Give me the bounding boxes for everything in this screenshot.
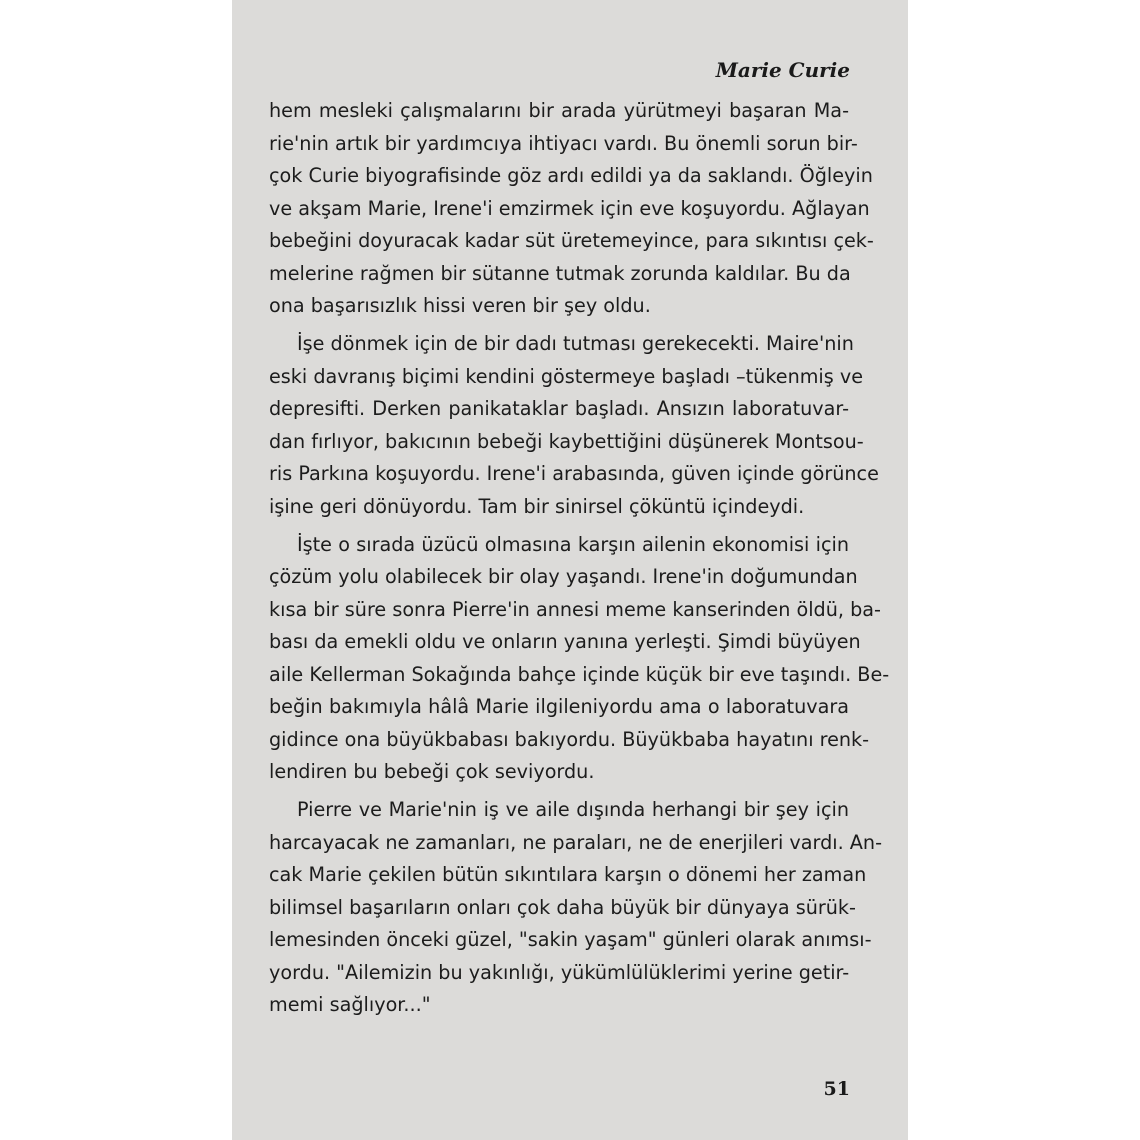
paragraph [269,529,890,789]
text-line: yordu. "Ailemizin bu yakınlığı, yükümlülüklerimi yerine getir- [269,960,850,984]
text-line: cak Marie çekilen bütün sıkıntılara karşın o dönemi her zaman [269,863,867,886]
text-line: işine geri dönüyordu. Tam bir sinirsel çöküntü içindeydi. [269,494,805,518]
book-page [232,0,908,1140]
text-line: ve akşam Marie, Irene'i emzirmek için eve koşuyordu. Ağlayan [269,196,870,220]
text-line: ona başarısızlık hissi veren bir şey oldu. [269,294,651,317]
text-line: Pierre ve Marie'nin iş ve aile dışında herhangi bir şey için [297,798,849,821]
paragraph [269,328,879,523]
text-line: rie'nin artık bir yardımcıya ihtiyacı vardı. Bu önemli sorun bir- [269,131,858,155]
text-line: İşe dönmek için de bir dadı tutması gerekecekti. Maire'nin [297,332,854,355]
text-line: ris Parkına koşuyordu. Irene'i arabasında, güven içinde görünce [269,462,879,485]
text-line: bilimsel başarıların onları çok daha büyük bir dünyaya sürük- [269,895,856,919]
running-header: Marie Curie [715,58,850,82]
text-line: hem mesleki çalışmalarını bir arada yürütmeyi başaran Ma- [269,99,849,122]
text-line: kısa bir süre sonra Pierre'in annesi meme kanserinden öldü, ba- [269,597,881,621]
text-line: beğin bakımıyla hâlâ Marie ilgileniyordu ama o laboratuvara [269,695,849,718]
text-line: bebeğini doyuracak kadar süt üretemeyince, para sıkıntısı çek- [269,229,874,252]
text-line: çok Curie biyografisinde göz ardı edildi ya da saklandı. Öğleyin [269,164,873,187]
text-line: İşte o sırada üzücü olmasına karşın ailenin ekonomisi için [297,532,849,556]
page-number: 51 [823,1078,850,1100]
body-text [269,95,890,1027]
text-line: bası da emekli oldu ve onların yanına yerleşti. Şimdi büyüyen [269,630,861,653]
text-line: lemesinden önceki güzel, "sakin yaşam" günleri olarak anımsı- [269,928,872,951]
paragraph [269,794,882,1022]
paragraph [269,95,874,323]
text-line: eski davranış biçimi kendini göstermeye başladı –tükenmiş ve [269,364,864,388]
text-line: çözüm yolu olabilecek bir olay yaşandı. Irene'in doğumundan [269,565,858,588]
text-line: depresifti. Derken panikataklar başladı. Ansızın laboratuvar- [269,397,849,420]
text-line: memi sağlıyor..." [269,993,431,1016]
text-line: aile Kellerman Sokağında bahçe içinde küçük bir eve taşındı. Be- [269,662,890,686]
text-line: gidince ona büyükbabası bakıyordu. Büyükbaba hayatını renk- [269,727,870,751]
text-line: harcayacak ne zamanları, ne paraları, ne de enerjileri vardı. An- [269,830,882,854]
text-line: melerine rağmen bir sütanne tutmak zorunda kaldılar. Bu da [269,261,851,285]
text-line: lendiren bu bebeği çok seviyordu. [269,760,595,783]
text-line: dan fırlıyor, bakıcının bebeği kaybettiğini düşünerek Montsou- [269,429,864,453]
